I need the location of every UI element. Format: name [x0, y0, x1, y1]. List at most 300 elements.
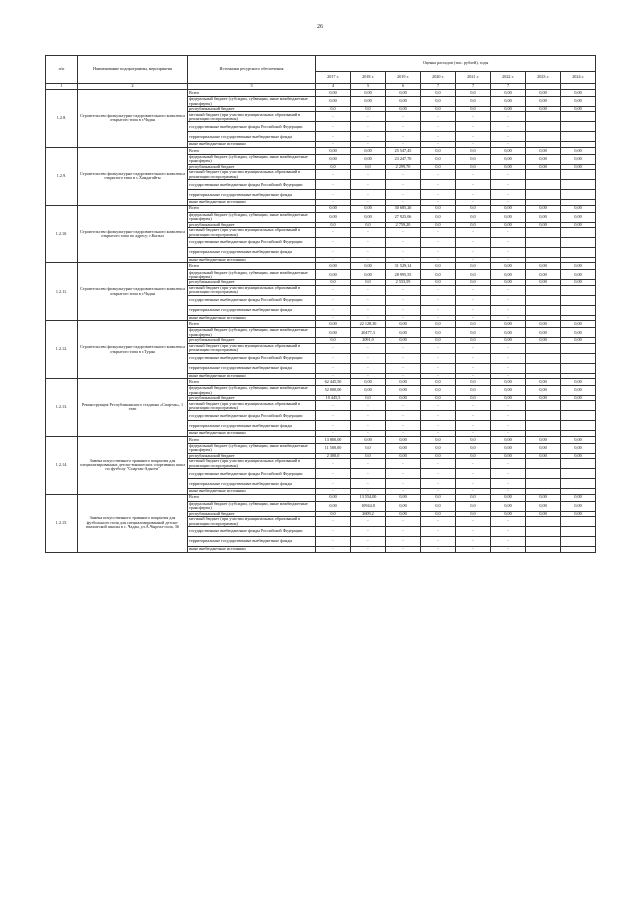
source-label: иные внебюджетные источники	[188, 142, 316, 147]
value-cell	[526, 527, 561, 537]
value-cell: -	[386, 238, 421, 248]
value-cell: 0,0	[456, 501, 491, 511]
value-cell: 0,0	[316, 107, 351, 112]
source-label: Всего	[188, 494, 316, 501]
value-cell: -	[386, 363, 421, 373]
value-cell: 0,00	[316, 321, 351, 328]
value-cell: 0,00	[491, 328, 526, 338]
value-cell: 0,00	[526, 222, 561, 227]
value-cell: 0,00	[351, 147, 386, 154]
value-cell: -	[491, 373, 526, 378]
value-cell: 0,0	[316, 222, 351, 227]
value-cell: 0,00	[561, 270, 596, 280]
value-cell: -	[351, 228, 386, 238]
value-cell	[561, 248, 596, 258]
value-cell: 0,0	[316, 280, 351, 285]
value-cell: -	[351, 489, 386, 494]
value-cell: -	[316, 411, 351, 421]
row-name: Строительство физкультурно-оздоровительного комплекса открытого типа в г.Чадан	[78, 263, 188, 321]
value-cell: 0,00	[316, 501, 351, 511]
value-cell: -	[316, 142, 351, 147]
value-cell: 2 300,0	[316, 453, 351, 458]
value-cell: 0,0	[456, 205, 491, 212]
value-cell: 0,0	[456, 280, 491, 285]
value-cell: -	[316, 489, 351, 494]
value-cell: -	[386, 170, 421, 180]
value-cell: -	[456, 431, 491, 436]
value-cell: -	[316, 258, 351, 263]
value-cell: -	[456, 537, 491, 547]
value-cell: 0,0	[456, 212, 491, 222]
value-cell: -	[386, 411, 421, 421]
value-cell: -	[491, 180, 526, 190]
value-cell: 62 445,50	[316, 379, 351, 386]
value-cell: 0,00	[491, 90, 526, 97]
value-cell	[526, 547, 561, 552]
value-cell: 0,00	[526, 501, 561, 511]
source-label: территориальные государственные внебюджетные фонды	[188, 248, 316, 258]
value-cell: 0,0	[351, 443, 386, 453]
value-cell: 0,00	[561, 511, 596, 516]
year-header: 2017 г.	[316, 72, 351, 84]
value-cell: -	[456, 343, 491, 353]
value-cell: -	[316, 431, 351, 436]
value-cell: -	[491, 459, 526, 469]
value-cell	[561, 527, 596, 537]
value-cell: 0,00	[526, 154, 561, 164]
value-cell: -	[316, 537, 351, 547]
value-cell: -	[351, 343, 386, 353]
value-cell: -	[491, 527, 526, 537]
value-cell: -	[351, 537, 386, 547]
value-cell: -	[351, 363, 386, 373]
value-cell: -	[421, 489, 456, 494]
value-cell: 0,00	[491, 386, 526, 396]
row-name: Строительство физкультурно-оздоровительного комплекса открытого типа в г.Туран	[78, 321, 188, 379]
value-cell: 2 533,59	[386, 280, 421, 285]
value-cell: 0,0	[421, 164, 456, 169]
source-label: иные внебюджетные источники	[188, 489, 316, 494]
value-cell: -	[351, 285, 386, 295]
value-cell	[526, 469, 561, 479]
source-label: Всего	[188, 436, 316, 443]
table-row	[46, 379, 596, 386]
value-cell: -	[386, 132, 421, 142]
value-cell: 0,0	[456, 107, 491, 112]
value-cell: -	[316, 305, 351, 315]
value-cell: -	[386, 248, 421, 258]
value-cell	[526, 238, 561, 248]
value-cell	[561, 401, 596, 411]
value-cell	[526, 353, 561, 363]
value-cell: 0,00	[316, 212, 351, 222]
value-cell: -	[386, 373, 421, 378]
value-cell	[561, 469, 596, 479]
source-label: федеральный бюджет (субсидии, субвенции, иные межбюджетные трансферты)	[188, 443, 316, 453]
value-cell: 28 995,55	[386, 270, 421, 280]
value-cell: 0,00	[316, 270, 351, 280]
value-cell: 0,00	[561, 321, 596, 328]
index-cell: 7	[421, 84, 456, 90]
source-label: республиканский бюджет	[188, 396, 316, 401]
value-cell: 0,00	[561, 436, 596, 443]
value-cell: -	[351, 411, 386, 421]
value-cell: -	[386, 190, 421, 200]
header-name: Наименование подпрограммы, мероприятия	[78, 56, 188, 84]
value-cell: 0,00	[316, 263, 351, 270]
value-cell: 0,0	[456, 164, 491, 169]
value-cell	[561, 353, 596, 363]
value-cell: -	[421, 112, 456, 122]
value-cell: -	[456, 122, 491, 132]
value-cell: 2 759,20	[386, 222, 421, 227]
value-cell: -	[421, 373, 456, 378]
value-cell: 0,0	[456, 270, 491, 280]
value-cell: -	[316, 547, 351, 552]
source-label: местный бюджет (при участии муниципальных образований в реализации госпрограммы)	[188, 170, 316, 180]
value-cell: 0,00	[561, 263, 596, 270]
value-cell: 0,00	[386, 90, 421, 97]
value-cell: -	[386, 469, 421, 479]
value-cell	[561, 305, 596, 315]
value-cell: -	[491, 305, 526, 315]
value-cell: -	[456, 228, 491, 238]
value-cell: 0,0	[456, 386, 491, 396]
source-label: местный бюджет (при участии муниципальных образований в реализации госпрограммы)	[188, 228, 316, 238]
value-cell: -	[386, 285, 421, 295]
value-cell: 0,00	[386, 379, 421, 386]
value-cell: -	[351, 170, 386, 180]
source-label: местный бюджет (при участии муниципальных образований в реализации госпрограммы)	[188, 459, 316, 469]
value-cell: 0,0	[421, 396, 456, 401]
value-cell: -	[386, 459, 421, 469]
source-label: республиканский бюджет	[188, 164, 316, 169]
value-cell: -	[491, 469, 526, 479]
value-cell: 0,0	[421, 270, 456, 280]
value-cell: 0,00	[491, 443, 526, 453]
value-cell: -	[351, 353, 386, 363]
value-cell: 0,00	[526, 494, 561, 501]
value-cell: -	[351, 112, 386, 122]
value-cell: -	[386, 489, 421, 494]
value-cell: 0,0	[351, 453, 386, 458]
value-cell: 0,00	[491, 396, 526, 401]
value-cell: -	[316, 200, 351, 205]
value-cell: 0,0	[456, 263, 491, 270]
value-cell: -	[456, 411, 491, 421]
value-cell: -	[491, 285, 526, 295]
value-cell: -	[421, 547, 456, 552]
source-label: иные внебюджетные источники	[188, 373, 316, 378]
value-cell: -	[456, 112, 491, 122]
value-cell: 0,0	[421, 90, 456, 97]
value-cell: 0,00	[351, 205, 386, 212]
value-cell: 0,00	[386, 501, 421, 511]
value-cell	[526, 122, 561, 132]
value-cell: -	[421, 517, 456, 527]
value-cell: -	[421, 479, 456, 489]
value-cell: 10 445,5	[316, 396, 351, 401]
value-cell: -	[421, 122, 456, 132]
value-cell: 2 299,70	[386, 164, 421, 169]
value-cell: 0,00	[561, 328, 596, 338]
value-cell: 0,00	[351, 154, 386, 164]
value-cell: -	[491, 537, 526, 547]
value-cell: 0,00	[491, 511, 526, 516]
value-cell: -	[386, 479, 421, 489]
value-cell: 0,0	[456, 453, 491, 458]
value-cell: -	[491, 170, 526, 180]
value-cell: -	[351, 305, 386, 315]
row-code: 1.2.10.	[46, 205, 78, 263]
value-cell	[561, 537, 596, 547]
value-cell	[561, 459, 596, 469]
value-cell: 0,00	[526, 212, 561, 222]
value-cell: 0,00	[561, 386, 596, 396]
table-body	[46, 90, 596, 553]
value-cell: 0,00	[491, 222, 526, 227]
value-cell: 0,00	[386, 97, 421, 107]
source-label: местный бюджет (при участии муниципальных образований в реализации госпрограммы)	[188, 343, 316, 353]
value-cell: 0,00	[561, 154, 596, 164]
value-cell: 27 925,06	[386, 212, 421, 222]
value-cell: -	[421, 527, 456, 537]
value-cell: -	[386, 547, 421, 552]
value-cell: 0,00	[526, 107, 561, 112]
source-label: государственные внебюджетные фонды Российской Федерации	[188, 122, 316, 132]
source-label: республиканский бюджет	[188, 107, 316, 112]
value-cell: -	[456, 517, 491, 527]
value-cell: -	[316, 343, 351, 353]
value-cell: 2609,2	[351, 511, 386, 516]
source-label: государственные внебюджетные фонды Российской Федерации	[188, 353, 316, 363]
source-label: федеральный бюджет (субсидии, субвенции, иные межбюджетные трансферты)	[188, 97, 316, 107]
index-cell: 3	[188, 84, 316, 90]
value-cell: 0,0	[421, 280, 456, 285]
source-label: территориальные государственные внебюджетные фонды	[188, 363, 316, 373]
value-cell: -	[491, 517, 526, 527]
value-cell: -	[456, 200, 491, 205]
value-cell: 10944,8	[351, 501, 386, 511]
row-code: 1.2.13.	[46, 379, 78, 437]
value-cell: 0,00	[561, 453, 596, 458]
value-cell: 0,00	[316, 154, 351, 164]
value-cell: -	[351, 431, 386, 436]
value-cell: -	[491, 315, 526, 320]
value-cell: 13 554,00	[351, 494, 386, 501]
value-cell	[526, 421, 561, 431]
value-cell: 0,00	[351, 436, 386, 443]
source-label: Всего	[188, 321, 316, 328]
value-cell: 0,00	[526, 205, 561, 212]
value-cell: -	[421, 142, 456, 147]
value-cell: 0,00	[526, 453, 561, 458]
value-cell: 0,0	[456, 321, 491, 328]
value-cell: 0,00	[561, 501, 596, 511]
value-cell: -	[351, 248, 386, 258]
value-cell: -	[456, 469, 491, 479]
value-cell: 0,0	[316, 511, 351, 516]
value-cell: -	[491, 238, 526, 248]
value-cell: 0,00	[351, 270, 386, 280]
value-cell	[561, 421, 596, 431]
value-cell	[526, 170, 561, 180]
value-cell: -	[491, 132, 526, 142]
value-cell: 0,00	[316, 328, 351, 338]
value-cell	[526, 180, 561, 190]
value-cell	[526, 401, 561, 411]
value-cell: 0,0	[351, 164, 386, 169]
source-label: местный бюджет (при участии муниципальных образований в реализации госпрограммы)	[188, 285, 316, 295]
value-cell: -	[351, 142, 386, 147]
value-cell: 0,00	[491, 164, 526, 169]
value-cell	[526, 248, 561, 258]
source-label: государственные внебюджетные фонды Российской Федерации	[188, 295, 316, 305]
value-cell: 0,00	[526, 443, 561, 453]
value-cell: -	[421, 363, 456, 373]
value-cell: -	[491, 258, 526, 263]
value-cell: 0,0	[316, 338, 351, 343]
source-label: республиканский бюджет	[188, 453, 316, 458]
index-cell: 7	[491, 84, 526, 90]
value-cell: -	[491, 547, 526, 552]
value-cell: 52 000,00	[316, 386, 351, 396]
row-code: 1.2.14.	[46, 436, 78, 494]
value-cell: -	[351, 315, 386, 320]
value-cell: 0,0	[456, 222, 491, 227]
index-cell: 6	[386, 84, 421, 90]
value-cell: -	[386, 305, 421, 315]
value-cell	[561, 343, 596, 353]
value-cell: -	[351, 547, 386, 552]
value-cell: -	[351, 469, 386, 479]
value-cell: -	[456, 421, 491, 431]
value-cell: -	[491, 411, 526, 421]
value-cell: -	[421, 411, 456, 421]
value-cell: -	[386, 142, 421, 147]
value-cell: 0,0	[421, 97, 456, 107]
value-cell: 0,0	[421, 386, 456, 396]
value-cell: -	[491, 112, 526, 122]
value-cell: -	[491, 421, 526, 431]
value-cell: 0,0	[421, 338, 456, 343]
value-cell: 0,00	[491, 107, 526, 112]
row-code: 1.2.15.	[46, 494, 78, 552]
value-cell: -	[316, 295, 351, 305]
value-cell: 0,0	[456, 147, 491, 154]
value-cell: 0,00	[491, 338, 526, 343]
value-cell: 0,0	[456, 436, 491, 443]
row-name: Реконструкция Республиканского стадиона «Спартак», 1 этап	[78, 379, 188, 437]
value-cell	[561, 180, 596, 190]
page-number: 26	[317, 24, 323, 30]
value-cell	[561, 122, 596, 132]
source-label: государственные внебюджетные фонды Российской Федерации	[188, 238, 316, 248]
value-cell: 0,00	[526, 396, 561, 401]
value-cell	[561, 238, 596, 248]
source-label: федеральный бюджет (субсидии, субвенции, иные межбюджетные трансферты)	[188, 154, 316, 164]
value-cell: -	[351, 527, 386, 537]
value-cell: -	[316, 112, 351, 122]
value-cell: 0,00	[526, 263, 561, 270]
value-cell: 0,00	[526, 386, 561, 396]
value-cell: -	[456, 373, 491, 378]
value-cell: -	[386, 258, 421, 263]
value-cell: -	[456, 479, 491, 489]
value-cell: 0,0	[456, 511, 491, 516]
value-cell: 0,0	[351, 107, 386, 112]
value-cell: 0,0	[421, 379, 456, 386]
value-cell: 0,0	[456, 443, 491, 453]
value-cell: 0,00	[526, 90, 561, 97]
value-cell: -	[351, 122, 386, 132]
value-cell: 0,00	[316, 97, 351, 107]
value-cell	[561, 363, 596, 373]
value-cell: 0,0	[421, 205, 456, 212]
value-cell: -	[456, 180, 491, 190]
value-cell: 0,00	[491, 97, 526, 107]
source-label: иные внебюджетные источники	[188, 258, 316, 263]
value-cell: 11 500,00	[316, 443, 351, 453]
value-cell: -	[456, 248, 491, 258]
source-label: федеральный бюджет (субсидии, субвенции, иные межбюджетные трансферты)	[188, 270, 316, 280]
value-cell: 0,00	[491, 212, 526, 222]
value-cell: -	[421, 258, 456, 263]
value-cell: -	[386, 315, 421, 320]
value-cell: -	[316, 527, 351, 537]
value-cell: 0,0	[456, 90, 491, 97]
value-cell: -	[316, 469, 351, 479]
value-cell	[561, 295, 596, 305]
value-cell: -	[421, 305, 456, 315]
value-cell: 0,00	[526, 328, 561, 338]
value-cell	[561, 132, 596, 142]
value-cell	[561, 112, 596, 122]
value-cell: 0,00	[491, 379, 526, 386]
value-cell: 0,0	[421, 453, 456, 458]
source-label: территориальные государственные внебюджетные фонды	[188, 537, 316, 547]
value-cell: -	[386, 401, 421, 411]
value-cell: 0,00	[526, 164, 561, 169]
value-cell: 0,00	[526, 280, 561, 285]
value-cell: 30 685,26	[386, 205, 421, 212]
value-cell: -	[316, 517, 351, 527]
value-cell: 0,00	[491, 263, 526, 270]
value-cell: 0,00	[561, 443, 596, 453]
source-label: местный бюджет (при участии муниципальных образований в реализации госпрограммы)	[188, 401, 316, 411]
value-cell: -	[456, 295, 491, 305]
source-label: иные внебюджетные источники	[188, 547, 316, 552]
row-name: Замена искусственного травяного покрытия для футбольного поля для специализированной детско-юношеской школы в с. Чадан, ул.А.Чыргал-оола, 36	[78, 494, 188, 552]
source-label: государственные внебюджетные фонды Российской Федерации	[188, 469, 316, 479]
header-estimate: Оценка расходов (тыс. рублей), годы	[316, 56, 596, 72]
value-cell: -	[316, 285, 351, 295]
value-cell: -	[456, 459, 491, 469]
value-cell: -	[351, 421, 386, 431]
value-cell: -	[386, 122, 421, 132]
value-cell: 0,00	[491, 205, 526, 212]
value-cell: -	[456, 258, 491, 263]
value-cell: -	[456, 305, 491, 315]
value-cell: -	[456, 170, 491, 180]
value-cell: 0,0	[421, 328, 456, 338]
value-cell: 0,00	[491, 501, 526, 511]
index-cell: 2	[78, 84, 188, 90]
value-cell: -	[456, 132, 491, 142]
source-label: местный бюджет (при участии муниципальных образований в реализации госпрограммы)	[188, 517, 316, 527]
value-cell: 0,00	[386, 386, 421, 396]
value-cell: 25 547,45	[386, 147, 421, 154]
